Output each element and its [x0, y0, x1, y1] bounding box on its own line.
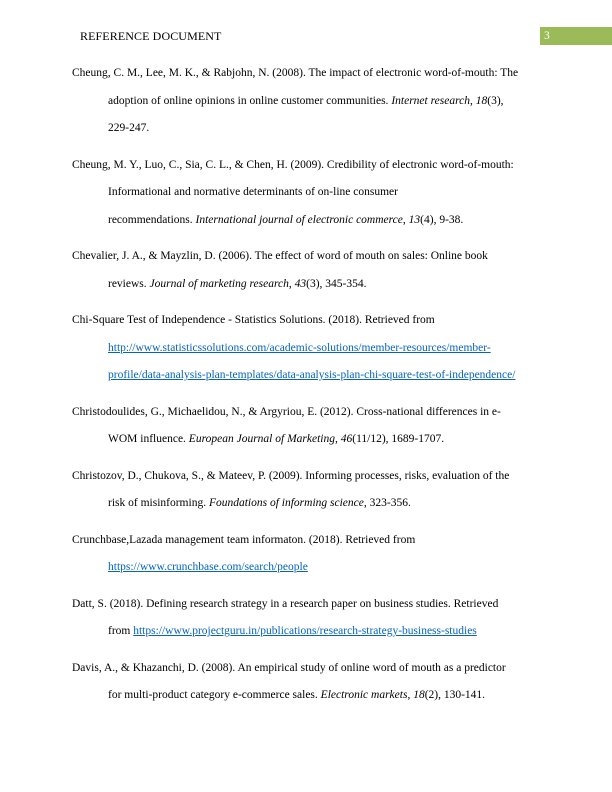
- ref-line: adoption of online opinions in online customer communities. Internet research, 18(3),: [108, 94, 504, 107]
- ref-line: Cheung, C. M., Lee, M. K., & Rabjohn, N. (2008). The impact of electronic word-of-mouth: The: [72, 67, 519, 79]
- journal-title: Foundations of informing science: [208, 497, 364, 509]
- ref-line: from https://www.projectguru.in/publications/research-strategy-business-studies: [108, 625, 477, 637]
- journal-title: Internet research: [391, 94, 470, 107]
- ref-line: Christodoulides, G., Michaelidou, N., & Argyriou, E. (2012). Cross-national differences in e-: [72, 405, 501, 418]
- ref-line: Crunchbase,Lazada management team informaton. (2018). Retrieved from: [72, 533, 416, 546]
- volume: 13: [408, 213, 421, 226]
- volume: 18: [475, 94, 488, 107]
- ref-line: Informational and normative determinants of on-line consumer: [108, 186, 398, 198]
- reference-entry: [72, 591, 540, 646]
- ref-line: Cheung, M. Y., Luo, C., Sia, C. L., & Chen, H. (2009). Credibility of electronic word-of-mouth:: [72, 158, 514, 171]
- reference-entry: [72, 463, 540, 518]
- running-head: REFERENCE DOCUMENT: [80, 29, 222, 43]
- volume: 43: [294, 277, 307, 290]
- reference-entry: [72, 243, 540, 298]
- journal-title: European Journal of Marketing: [188, 433, 335, 445]
- ref-line: Christozov, D., Chukova, S., & Mateev, P. (2009). Informing processes, risks, evaluation of the: [72, 469, 510, 482]
- reference-link[interactable]: profile/data-analysis-plan-templates/data-analysis-plan-chi-square-test-of-independence/: [108, 369, 516, 381]
- ref-line: Davis, A., & Khazanchi, D. (2008). An empirical study of online word of mouth as a predictor: [72, 661, 506, 674]
- reference-entry: [72, 399, 540, 454]
- reference-entry: [72, 655, 540, 710]
- journal-title: Journal of marketing research: [149, 277, 289, 290]
- ref-line: for multi-product category e-commerce sales. Electronic markets, 18(2), 130-141.: [108, 689, 486, 701]
- reference-link[interactable]: https://www.projectguru.in/publications/research-strategy-business-studies: [133, 625, 477, 637]
- reference-entry: [72, 307, 540, 390]
- reference-link[interactable]: https://www.crunchbase.com/search/people: [108, 561, 308, 573]
- reference-list: [72, 60, 540, 719]
- ref-line: reviews. Journal of marketing research, 43(3), 345-354.: [108, 277, 367, 290]
- ref-line: risk of misinforming. Foundations of informing science, 323-356.: [108, 497, 411, 509]
- ref-line: [72, 335, 540, 363]
- reference-entry: [72, 60, 540, 143]
- reference-link[interactable]: http://www.statisticssolutions.com/academic-solutions/member-resources/member-: [108, 341, 491, 354]
- journal-title: International journal of electronic commerce: [195, 213, 403, 226]
- ref-line: 229-247.: [108, 122, 150, 134]
- ref-line: recommendations. International journal of electronic commerce, 13(4), 9-38.: [108, 213, 464, 226]
- volume: 46: [340, 433, 353, 445]
- ref-line: WOM influence. European Journal of Marketing, 46(11/12), 1689-1707.: [108, 433, 445, 445]
- ref-line: Datt, S. (2018). Defining research strategy in a research paper on business studies. Retrieved: [72, 597, 499, 610]
- ref-line: [72, 362, 540, 390]
- ref-line: Chi-Square Test of Independence - Statistics Solutions. (2018). Retrieved from: [72, 314, 435, 326]
- reference-entry: [72, 527, 540, 582]
- reference-entry: [72, 152, 540, 235]
- journal-title: Electronic markets: [320, 689, 408, 701]
- volume: 18: [413, 689, 425, 701]
- page-number-badge: 3: [540, 27, 612, 45]
- ref-line: [72, 554, 540, 582]
- ref-line: Chevalier, J. A., & Mayzlin, D. (2006). The effect of word of mouth on sales: Online book: [72, 250, 488, 262]
